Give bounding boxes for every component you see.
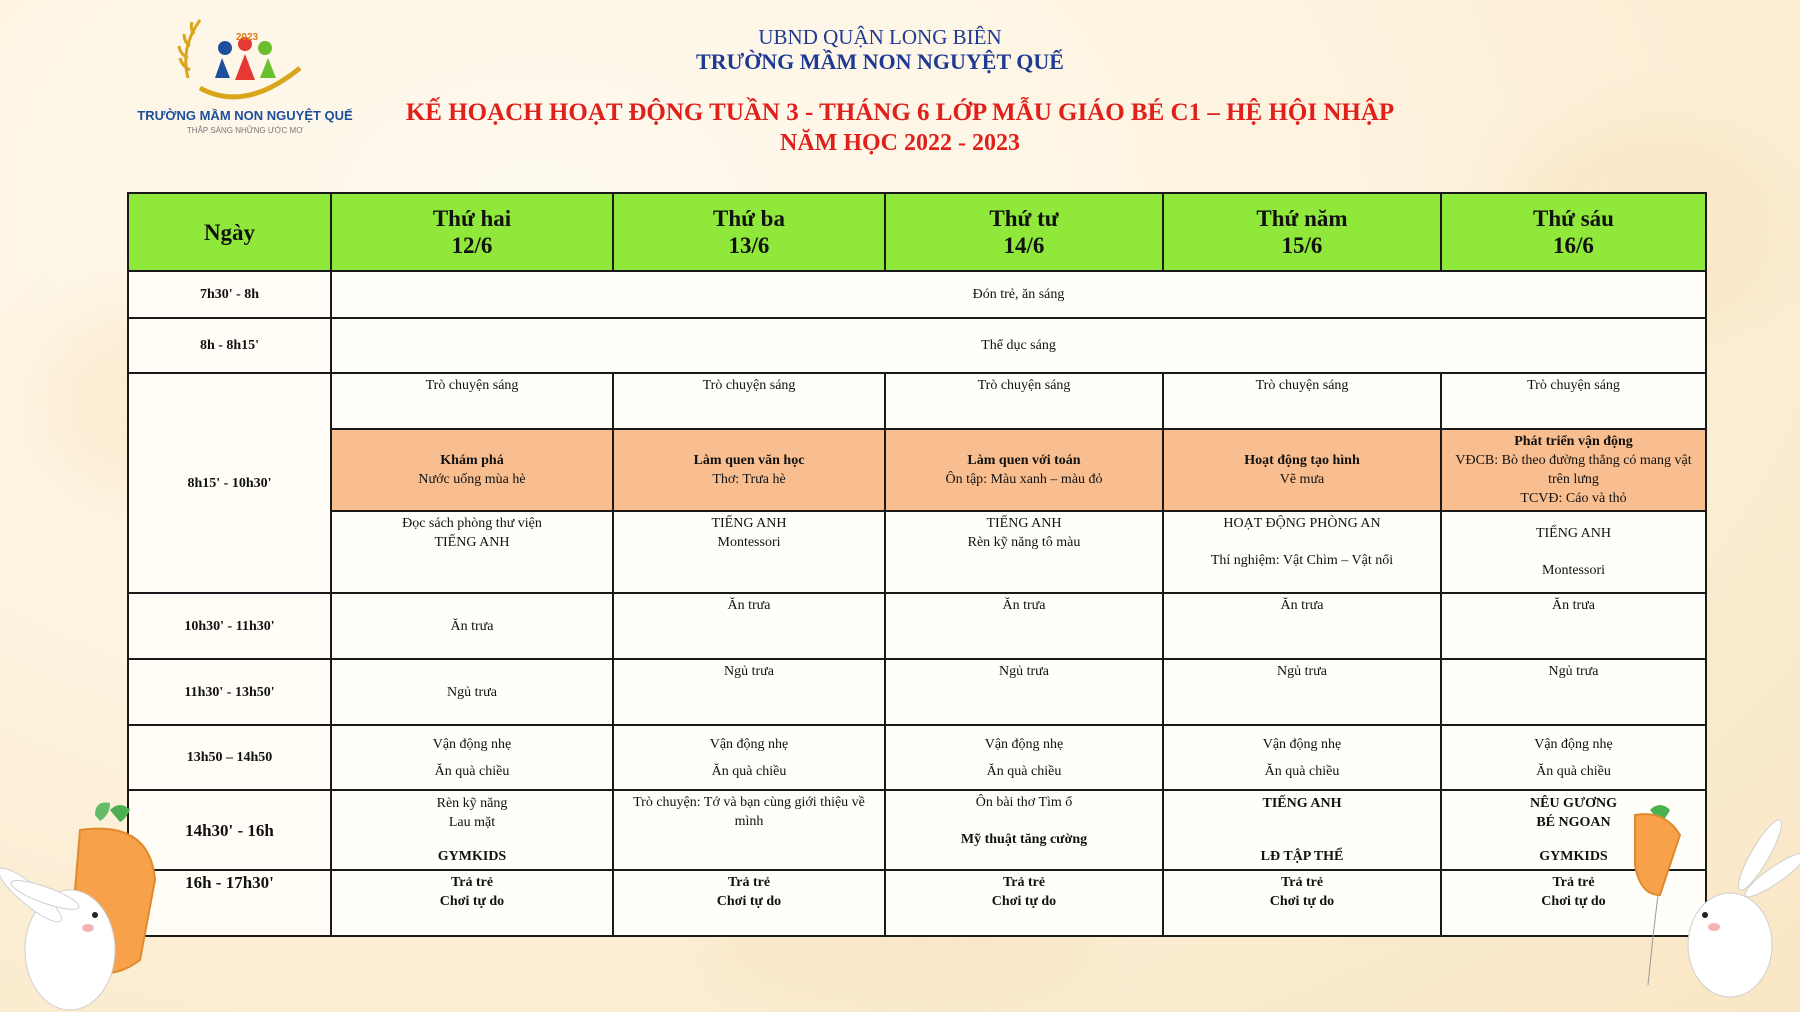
activity-bold-line: Chơi tự do: [716, 894, 782, 909]
day-date: 12/6: [451, 233, 493, 258]
time-cell: 11h30' - 13h50': [128, 659, 331, 725]
activity-cell: Ngủ trưa: [885, 659, 1163, 725]
header-wednesday: [885, 193, 1163, 271]
logo-school-name: TRƯỜNG MẦM NON NGUYỆT QUẾ: [137, 108, 353, 123]
activity-cell: [331, 870, 613, 936]
activity-line: Ăn quà chiều: [1536, 763, 1611, 779]
activity-cell: Đón trẻ, ăn sáng: [331, 271, 1706, 318]
logo-year: 2023: [235, 32, 259, 43]
activity-bold-line: BÉ NGOAN: [1536, 815, 1611, 830]
time-cell: 13h50 – 14h50: [128, 725, 331, 790]
plan-title: KẾ HOẠCH HOẠT ĐỘNG TUẦN 3 - THÁNG 6 LỚP MẪU GIÁO BÉ C1 – HỆ HỘI NHẬP: [405, 99, 1395, 126]
activity-line: TIẾNG ANH: [434, 535, 510, 550]
header-day-label: Ngày: [128, 193, 331, 271]
table-row: [128, 318, 1706, 373]
activity-line: Vận động nhẹ: [1534, 736, 1613, 752]
activity-line: Rèn kỹ năng tô màu: [967, 535, 1081, 550]
activity-cell: [331, 511, 613, 593]
activity-title: Phát triển vận động: [1514, 434, 1633, 449]
activity-bold-line: Mỹ thuật tăng cường: [960, 832, 1088, 847]
table-row: [128, 790, 1706, 870]
table-row: [128, 373, 1706, 429]
activity-bold-line: Trả trẻ: [1002, 875, 1046, 890]
activity-line: Montessori: [717, 535, 781, 550]
activity-line: Ăn quà chiều: [986, 763, 1062, 779]
activity-cell: [885, 870, 1163, 936]
activity-detail: VĐCB: Bò theo đường thẳng có mang vật trên lưng: [1455, 453, 1692, 487]
table-row: [128, 511, 1706, 593]
activity-detail: TCVĐ: Cáo và thỏ: [1520, 491, 1627, 506]
activity-title: Làm quen với toán: [967, 453, 1081, 468]
activity-line: Vận động nhẹ: [984, 736, 1064, 752]
table-row: [128, 271, 1706, 318]
time-cell: 8h15' - 10h30': [128, 373, 331, 593]
activity-line: TIẾNG ANH: [986, 516, 1062, 531]
activity-detail: Thơ: Trưa hè: [712, 472, 786, 487]
day-name: Thứ ba: [713, 206, 785, 231]
activity-cell: Ăn trưa: [331, 593, 613, 659]
district-name: UBND QUẬN LONG BIÊN: [758, 25, 1002, 49]
activity-cell: [1163, 870, 1441, 936]
activity-line: Montessori: [1542, 563, 1605, 578]
activity-line: Ăn quà chiều: [434, 763, 510, 779]
activity-bold-line: Chơi tự do: [1269, 894, 1335, 909]
activity-cell: [1441, 725, 1706, 790]
activity-line: Lau mặt: [448, 815, 496, 830]
activity-cell: Ngủ trưa: [1441, 659, 1706, 725]
time-cell: 10h30' - 11h30': [128, 593, 331, 659]
activity-cell: Trò chuyện sáng: [1163, 373, 1441, 429]
activity-bold-line: GYMKIDS: [437, 849, 507, 864]
activity-bold-line: Chơi tự do: [439, 894, 505, 909]
activity-cell: Thể dục sáng: [331, 318, 1706, 373]
main-activity-cell: [885, 429, 1163, 511]
activity-bold-line: GYMKIDS: [1539, 849, 1608, 864]
activity-cell: [613, 725, 885, 790]
time-cell: 7h30' - 8h: [128, 271, 331, 318]
main-activity-cell: [1163, 429, 1441, 511]
activity-cell: Ngủ trưa: [1163, 659, 1441, 725]
time-cell: 14h30' - 16h: [128, 790, 331, 870]
activity-bold-line: LĐ TẬP THỂ: [1260, 849, 1344, 864]
day-name: Thứ hai: [432, 206, 512, 231]
school-year: NĂM HỌC 2022 - 2023: [780, 130, 1020, 156]
activity-line: Vận động nhẹ: [432, 736, 512, 752]
activity-cell: Trò chuyện sáng: [1441, 373, 1706, 429]
activity-cell: [885, 790, 1163, 870]
activity-line: Đọc sách phòng thư viện: [402, 516, 542, 531]
activity-line: TIẾNG ANH: [711, 516, 787, 531]
activity-line: Ôn bài thơ Tìm ổ: [975, 795, 1073, 810]
weekly-schedule-table: [127, 192, 1707, 937]
activity-line: Vận động nhẹ: [1262, 736, 1342, 752]
activity-cell: Ngủ trưa: [613, 659, 885, 725]
activity-bold-line: TIẾNG ANH: [1262, 796, 1342, 811]
activity-title: Khám phá: [440, 453, 504, 468]
activity-cell: [1163, 511, 1441, 593]
rabbit-with-balloon-icon: [1610, 795, 1800, 1012]
activity-line: Vận động nhẹ: [709, 736, 789, 752]
time-cell: 8h - 8h15': [128, 318, 331, 373]
activity-cell: Trò chuyện sáng: [331, 373, 613, 429]
activity-detail: Ôn tập: Màu xanh – màu đỏ: [945, 472, 1103, 487]
activity-bold-line: Trả trẻ: [727, 875, 771, 890]
table-row: [128, 659, 1706, 725]
activity-cell: [613, 511, 885, 593]
activity-bold-line: NÊU GƯƠNG: [1530, 796, 1617, 811]
day-name: Thứ sáu: [1533, 206, 1614, 231]
activity-cell: [885, 511, 1163, 593]
day-date: 14/6: [1003, 233, 1045, 258]
activity-line: Ăn quà chiều: [711, 763, 787, 779]
day-date: 15/6: [1281, 233, 1323, 258]
activity-cell: [1163, 790, 1441, 870]
main-activity-cell: [331, 429, 613, 511]
main-activity-cell: [1441, 429, 1706, 511]
activity-cell: [613, 870, 885, 936]
activity-cell: Trò chuyện sáng: [613, 373, 885, 429]
activity-cell: [885, 725, 1163, 790]
activity-line: Thí nghiệm: Vật Chìm – Vật nổi: [1210, 553, 1394, 568]
activity-cell: Trò chuyện sáng: [885, 373, 1163, 429]
table-row: [128, 429, 1706, 511]
activity-line: Rèn kỹ năng: [436, 796, 508, 811]
day-date: 16/6: [1553, 233, 1594, 258]
activity-cell: [331, 725, 613, 790]
activity-cell: [331, 790, 613, 870]
day-name: Thứ năm: [1256, 206, 1348, 231]
logo-slogan: THẮP SÁNG NHỮNG ƯỚC MƠ: [186, 126, 304, 135]
activity-cell: Trò chuyện: Tớ và bạn cùng giới thiệu về mình: [613, 790, 885, 870]
main-activity-cell: [613, 429, 885, 511]
activity-cell: [1441, 511, 1706, 593]
table-row: [128, 593, 1706, 659]
school-name: TRƯỜNG MẦM NON NGUYỆT QUẾ: [696, 49, 1064, 74]
header-thursday: [1163, 193, 1441, 271]
activity-detail: Vẽ mưa: [1279, 472, 1325, 487]
activity-line: TIẾNG ANH: [1535, 526, 1612, 541]
activity-title: Hoạt động tạo hình: [1244, 453, 1360, 468]
activity-bold-line: Chơi tự do: [1541, 894, 1606, 909]
activity-detail: Nước uống mùa hè: [418, 472, 526, 487]
logo-emblem-icon: [130, 8, 360, 108]
header-monday: [331, 193, 613, 271]
activity-cell: Ăn trưa: [1441, 593, 1706, 659]
activity-bold-line: Trả trẻ: [450, 875, 494, 890]
activity-cell: Ăn trưa: [885, 593, 1163, 659]
day-date: 13/6: [728, 233, 770, 258]
table-row: [128, 870, 1706, 936]
activity-line: Ăn quà chiều: [1264, 763, 1340, 779]
rabbit-with-carrot-icon: [0, 800, 180, 1012]
header-tuesday: [613, 193, 885, 271]
activity-title: Làm quen văn học: [693, 453, 805, 468]
time-cell: 16h - 17h30': [128, 870, 331, 936]
header-friday: [1441, 193, 1706, 271]
activity-cell: Ăn trưa: [613, 593, 885, 659]
activity-cell: [1163, 725, 1441, 790]
activity-bold-line: Trả trẻ: [1552, 875, 1595, 890]
table-row: [128, 725, 1706, 790]
activity-cell: Ngủ trưa: [331, 659, 613, 725]
activity-bold-line: Chơi tự do: [991, 894, 1057, 909]
activity-cell: Ăn trưa: [1163, 593, 1441, 659]
activity-line: HOẠT ĐỘNG PHÒNG AN: [1223, 516, 1381, 531]
table-header-row: [128, 193, 1706, 271]
day-name: Thứ tư: [989, 206, 1059, 231]
activity-bold-line: Trả trẻ: [1280, 875, 1324, 890]
